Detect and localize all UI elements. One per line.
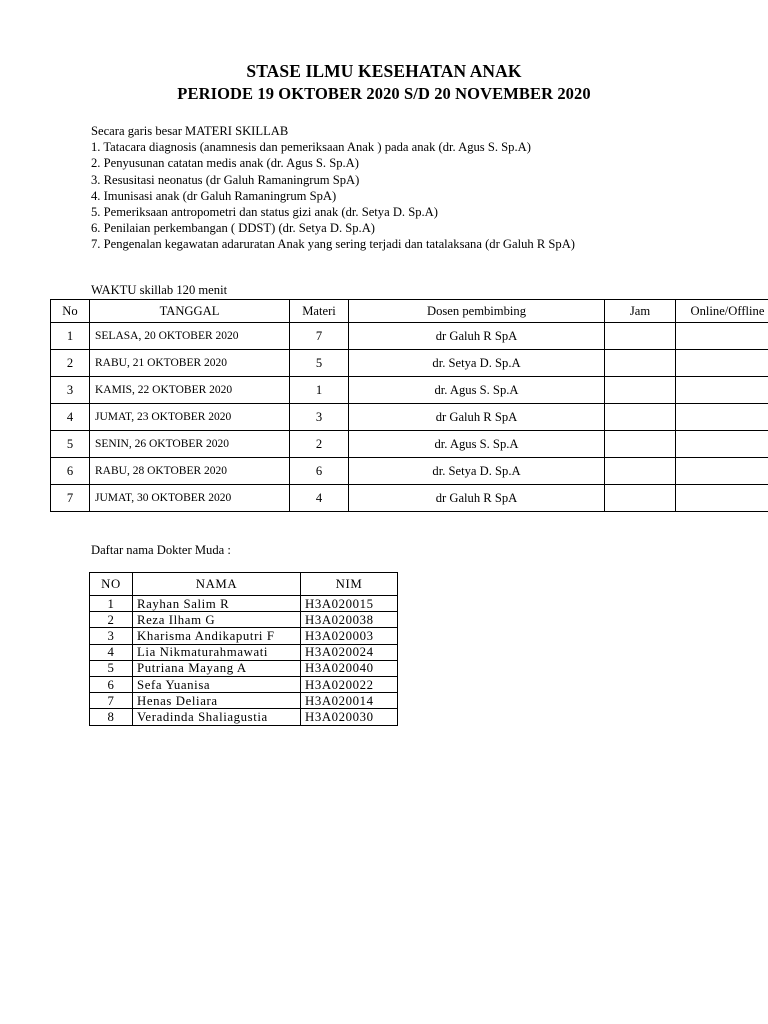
col-header-jam: Jam xyxy=(605,300,676,323)
schedule-table xyxy=(50,299,768,512)
cell-nama: Kharisma Andikaputri F xyxy=(133,628,301,644)
cell-tanggal: SENIN, 26 OKTOBER 2020 xyxy=(90,431,290,458)
cell-materi: 4 xyxy=(290,485,349,512)
cell-no: 5 xyxy=(51,431,90,458)
document-subtitle: PERIODE 19 OKTOBER 2020 S/D 20 NOVEMBER 2020 xyxy=(177,84,591,103)
cell-nama: Rayhan Salim R xyxy=(133,596,301,612)
cell-jam xyxy=(605,485,676,512)
cell-no: 4 xyxy=(51,404,90,431)
col-header-nim: NIM xyxy=(301,573,398,596)
cell-mode xyxy=(676,377,768,404)
table-row xyxy=(51,377,768,404)
cell-tanggal: JUMAT, 23 OKTOBER 2020 xyxy=(90,404,290,431)
col-header-materi: Materi xyxy=(290,300,349,323)
students-table xyxy=(89,572,398,726)
cell-mode xyxy=(676,323,768,350)
cell-nama: Henas Deliara xyxy=(133,693,301,709)
cell-nim: H3A020040 xyxy=(301,660,398,676)
cell-nama: Lia Nikmaturahmawati xyxy=(133,644,301,660)
students-heading: Daftar nama Dokter Muda : xyxy=(91,543,231,557)
table-row xyxy=(90,676,398,692)
table-row xyxy=(90,596,398,612)
cell-no: 3 xyxy=(90,628,133,644)
cell-nama: Reza Ilham G xyxy=(133,612,301,628)
materi-list xyxy=(91,123,575,253)
col-header-tanggal: TANGGAL xyxy=(90,300,290,323)
cell-no: 7 xyxy=(90,693,133,709)
cell-dosen: dr. Agus S. Sp.A xyxy=(349,377,605,404)
table-row xyxy=(90,693,398,709)
materi-item: 5. Pemeriksaan antropometri dan status gizi anak (dr. Setya D. Sp.A) xyxy=(91,205,438,220)
cell-jam xyxy=(605,377,676,404)
table-row xyxy=(51,485,768,512)
table-row xyxy=(90,709,398,725)
cell-materi: 1 xyxy=(290,377,349,404)
cell-no: 8 xyxy=(90,709,133,725)
cell-materi: 6 xyxy=(290,458,349,485)
cell-jam xyxy=(605,350,676,377)
col-header-no: NO xyxy=(90,573,133,596)
cell-materi: 2 xyxy=(290,431,349,458)
table-row xyxy=(51,431,768,458)
table-row xyxy=(90,660,398,676)
cell-no: 6 xyxy=(51,458,90,485)
cell-tanggal: RABU, 28 OKTOBER 2020 xyxy=(90,458,290,485)
cell-no: 4 xyxy=(90,644,133,660)
cell-no: 6 xyxy=(90,676,133,692)
materi-item: 4. Imunisasi anak (dr Galuh Ramaningrum SpA) xyxy=(91,188,337,203)
materi-heading: Secara garis besar MATERI SKILLAB xyxy=(91,124,289,138)
cell-nim: H3A020015 xyxy=(301,596,398,612)
cell-mode xyxy=(676,431,768,458)
cell-tanggal: JUMAT, 30 OKTOBER 2020 xyxy=(90,485,290,512)
cell-no: 2 xyxy=(51,350,90,377)
cell-dosen: dr. Agus S. Sp.A xyxy=(349,431,605,458)
col-header-no: No xyxy=(51,300,90,323)
table-row xyxy=(51,458,768,485)
cell-materi: 7 xyxy=(290,323,349,350)
cell-nama: Veradinda Shaliagustia xyxy=(133,709,301,725)
cell-mode xyxy=(676,485,768,512)
cell-materi: 5 xyxy=(290,350,349,377)
schedule-header-row xyxy=(51,300,768,323)
cell-nim: H3A020003 xyxy=(301,628,398,644)
cell-no: 1 xyxy=(90,596,133,612)
cell-nim: H3A020030 xyxy=(301,709,398,725)
materi-item: 3. Resusitasi neonatus (dr Galuh Ramaningrum SpA) xyxy=(91,172,360,187)
materi-item: 7. Pengenalan kegawatan adaruratan Anak yang sering terjadi dan tatalaksana (dr Galuh R SpA) xyxy=(91,237,575,252)
cell-nim: H3A020014 xyxy=(301,693,398,709)
cell-no: 5 xyxy=(90,660,133,676)
cell-dosen: dr. Setya D. Sp.A xyxy=(349,350,605,377)
cell-jam xyxy=(605,431,676,458)
table-row xyxy=(51,350,768,377)
cell-dosen: dr Galuh R SpA xyxy=(349,404,605,431)
cell-jam xyxy=(605,323,676,350)
cell-nama: Putriana Mayang A xyxy=(133,660,301,676)
cell-no: 2 xyxy=(90,612,133,628)
cell-no: 3 xyxy=(51,377,90,404)
table-row xyxy=(90,612,398,628)
students-header-row xyxy=(90,573,398,596)
col-header-mode: Online/Offline xyxy=(676,300,768,323)
table-row xyxy=(90,644,398,660)
cell-mode xyxy=(676,404,768,431)
cell-nim: H3A020024 xyxy=(301,644,398,660)
cell-dosen: dr Galuh R SpA xyxy=(349,323,605,350)
waktu-note: WAKTU skillab 120 menit xyxy=(91,283,228,297)
cell-mode xyxy=(676,350,768,377)
col-header-nama: NAMA xyxy=(133,573,301,596)
cell-no: 7 xyxy=(51,485,90,512)
table-row xyxy=(90,628,398,644)
table-row xyxy=(51,404,768,431)
materi-item: 6. Penilaian perkembangan ( DDST) (dr. Setya D. Sp.A) xyxy=(91,221,375,236)
cell-jam xyxy=(605,404,676,431)
materi-item: 1. Tatacara diagnosis (anamnesis dan pemeriksaan Anak ) pada anak (dr. Agus S. Sp.A) xyxy=(91,140,531,155)
cell-dosen: dr. Setya D. Sp.A xyxy=(349,458,605,485)
document-title: STASE ILMU KESEHATAN ANAK xyxy=(246,61,522,81)
cell-jam xyxy=(605,458,676,485)
materi-item: 2. Penyusunan catatan medis anak (dr. Agus S. Sp.A) xyxy=(91,156,359,171)
cell-no: 1 xyxy=(51,323,90,350)
cell-nama: Sefa Yuanisa xyxy=(133,676,301,692)
col-header-dosen: Dosen pembimbing xyxy=(349,300,605,323)
cell-mode xyxy=(676,458,768,485)
cell-nim: H3A020038 xyxy=(301,612,398,628)
cell-materi: 3 xyxy=(290,404,349,431)
cell-tanggal: KAMIS, 22 OKTOBER 2020 xyxy=(90,377,290,404)
cell-tanggal: RABU, 21 OKTOBER 2020 xyxy=(90,350,290,377)
cell-dosen: dr Galuh R SpA xyxy=(349,485,605,512)
cell-nim: H3A020022 xyxy=(301,676,398,692)
cell-tanggal: SELASA, 20 OKTOBER 2020 xyxy=(90,323,290,350)
table-row xyxy=(51,323,768,350)
